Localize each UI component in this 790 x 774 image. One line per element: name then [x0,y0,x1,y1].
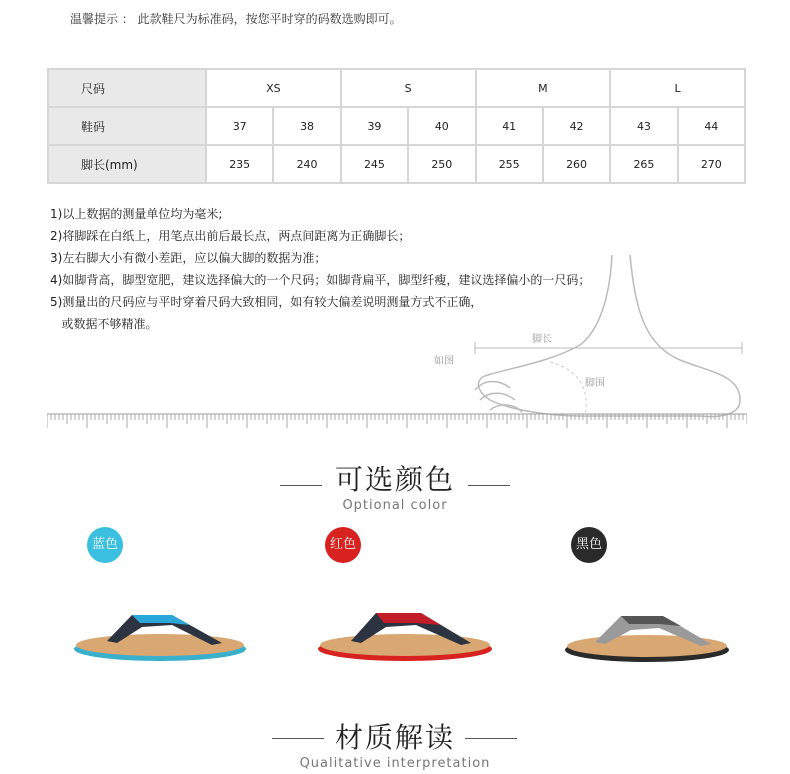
table-row [48,69,745,107]
footbed [76,634,244,656]
size-cell: L [610,69,745,107]
shoe-size-cell: 44 [678,107,745,145]
label-girth: 脚围 [585,378,605,389]
size-cell: S [341,69,476,107]
note-line: 4)如脚背高，脚型宽肥，建议选择偏大的一个尺码；如脚背扁平，脚型纤瘦，建议选择偏小的一尺码； [50,273,591,287]
note-line: 3)左右脚大小有微小差距，应以偏大脚的数据为准； [50,251,327,265]
footbed [567,635,727,657]
material-title: 材质解读 [334,721,455,754]
shoe-size-cell: 43 [610,107,677,145]
shoe-size-cell: 38 [273,107,340,145]
colors-heading [0,458,790,513]
shoe-size-cell: 40 [408,107,475,145]
note-line: 或数据不够精准。 [50,317,158,331]
size-cell: M [476,69,611,107]
ruler [47,413,747,433]
color-badge-black: 黑色 [571,527,607,563]
footbed [320,634,490,656]
foot-length-cell: 235 [206,145,273,183]
flipflop-blue[interactable] [72,605,248,665]
row-label: 鞋码 [48,107,206,145]
color-badge-red: 红色 [325,527,361,563]
label-length: 脚长 [532,334,552,345]
foot-length-cell: 245 [341,145,408,183]
colors-subtitle: Optional color [342,498,448,513]
material-subtitle: Qualitative interpretation [299,756,491,771]
shoe-size-cell: 39 [341,107,408,145]
foot-outline [478,255,740,417]
flipflop-black[interactable] [563,610,731,666]
foot-length-cell: 240 [273,145,340,183]
shoe-size-cell: 41 [476,107,543,145]
table-row [48,107,745,145]
shoe-size-cell: 42 [543,107,610,145]
size-cell: XS [206,69,341,107]
note-line: 2)将脚踩在白纸上，用笔点出前后最长点，两点间距离为正确脚长； [50,229,411,243]
foot-length-cell: 265 [610,145,677,183]
note-line: 1)以上数据的测量单位均为毫米; [50,207,223,221]
toes-outline [475,382,522,413]
flipflop-red[interactable] [316,605,494,665]
row-label: 脚长(mm) [48,145,206,183]
color-badge-blue: 蓝色 [87,527,123,563]
table-row [48,145,745,183]
ruler-ticks [47,414,747,428]
foot-measure-diagram [470,250,755,420]
material-heading [0,716,790,771]
shoe-size-cell: 37 [206,107,273,145]
girth-curve [550,362,586,416]
foot-length-cell: 250 [408,145,475,183]
tip-text: 温馨提示 ： 此款鞋尺为标准码，按您平时穿的码数选购即可。 [70,12,402,26]
foot-length-cell: 260 [543,145,610,183]
colors-title: 可选颜色 [334,463,455,496]
label-example: 如图 [434,356,454,367]
size-table [47,68,746,184]
note-line: 5)测量出的尺码应与平时穿着尺码大致相同，如有较大偏差说明测量方式不正确， [50,295,483,309]
foot-length-cell: 255 [476,145,543,183]
foot-length-cell: 270 [678,145,745,183]
row-label: 尺码 [48,69,206,107]
